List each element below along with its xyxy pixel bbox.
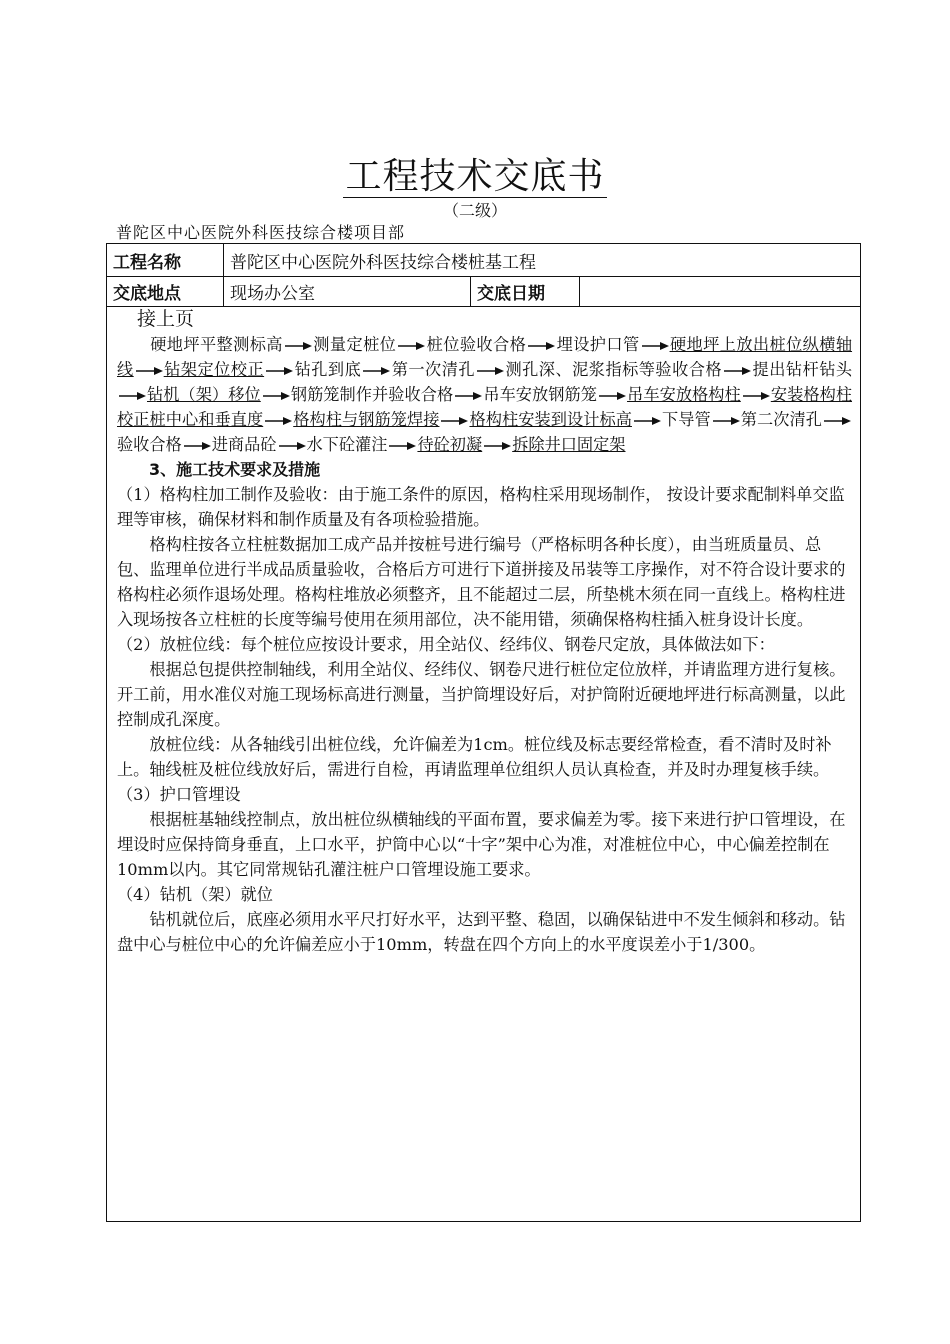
flow-step: 钢筋笼制作并验收合格 — [290, 385, 454, 404]
arrow-right-icon — [482, 441, 512, 451]
flow-step: 格构柱与钢筋笼焊接 — [293, 410, 440, 429]
flow-step: 验收合格 — [117, 435, 182, 454]
flow-step: 拆除井口固定架 — [512, 435, 626, 454]
flow-step: 钻孔到底 — [294, 360, 362, 379]
arrow-right-icon — [722, 366, 752, 376]
place-label: 交底地点 — [113, 283, 181, 304]
arrow-right-icon — [396, 341, 426, 351]
disclosure-content — [117, 306, 852, 957]
arrow-right-icon — [475, 366, 505, 376]
flow-step: 测孔深、泥浆指标等验收合格 — [505, 360, 723, 379]
continued-label: 接上页 — [137, 308, 195, 330]
paragraph: 格构柱按各立柱桩数据加工成产品并按桩号进行编号（严格标明各种长度），由当班质量员、总包、监理单位进行半成品质量验收，合格后方可进行下道拼接及吊装等工序操作，对不符合设计要求的格构柱必须作退场处理。格构柱堆放必须整齐，且不能超过二层，所垫桃木须在同一直线上。格构柱进入现场按各立柱桩的长度等编号使用在须用部位，决不能用错，须确保格构柱插入桩身设计长度。 — [117, 535, 846, 629]
arrow-right-icon — [387, 441, 417, 451]
arrow-right-icon — [597, 391, 627, 401]
arrow-right-icon — [526, 341, 556, 351]
flow-step: 提出钻杆钻头 — [752, 360, 853, 379]
flow-step: 吊车安放钢筋笼 — [483, 385, 598, 404]
project-row — [107, 244, 860, 277]
flow-step: 吊车安放格构柱 — [627, 385, 741, 404]
arrow-right-icon — [117, 391, 147, 401]
paragraph: 钻机就位后，底座必须用水平尺打好水平，达到平整、稳固，以确保钻进中不发生倾斜和移动。钻盘中心与桩位中心的允许偏差应小于10mm，转盘在四个方向上的水平度误差小于1/300。 — [117, 910, 846, 954]
flow-step: 第一次清孔 — [391, 360, 476, 379]
flow-step: 测量定桩位 — [312, 335, 397, 354]
arrow-right-icon — [439, 416, 469, 426]
place-value: 现场办公室 — [230, 283, 315, 304]
arrow-right-icon — [711, 416, 741, 426]
flow-step: 桩位验收合格 — [426, 335, 527, 354]
arrow-right-icon — [361, 366, 391, 376]
flow-step: 下导管 — [661, 410, 711, 429]
paragraph: 根据总包提供控制轴线，利用全站仪、经纬仪、钢卷尺进行桩位定位放样，并请监理方进行复核。开工前，用水准仪对施工现场标高进行测量，当护筒埋设好后，对护筒附近硬地坪进行标高测量，以此控制成孔深度。 — [117, 660, 846, 729]
arrow-right-icon — [283, 341, 313, 351]
flow-step: 格构柱安装到设计标高 — [469, 410, 632, 429]
arrow-right-icon — [453, 391, 483, 401]
arrow-right-icon — [741, 391, 771, 401]
place-date-row — [107, 276, 860, 307]
arrow-right-icon — [264, 366, 294, 376]
flow-step: 钻机（架）移位 — [147, 385, 261, 404]
flow-step: 水下砼灌注 — [306, 435, 388, 454]
arrow-right-icon — [640, 341, 670, 351]
document-title: 工程技术交底书 — [345, 156, 605, 197]
paragraph: （1）格构柱加工制作及验收：由于施工条件的原因，格构柱采用现场制作， 按设计要求配制料单交监理等审核，确保材料和制作质量及有各项检验措施。 — [117, 485, 845, 529]
document-level: （二级） — [442, 201, 507, 220]
paragraph: （2）放桩位线：每个桩位应按设计要求，用全站仪、经纬仪、钢卷尺定放，具体做法如下： — [117, 635, 775, 654]
project-department: 普陀区中心医院外科医技综合楼项目部 — [116, 223, 406, 242]
disclosure-table — [106, 243, 861, 1222]
paragraph: 放桩位线：从各轴线引出桩位线，允许偏差为1cm。桩位线及标志要经常检查，看不清时及时补上。轴线桩及桩位线放好后，需进行自检，再请监理单位组织人员认真检查，并及时办理复核手续。 — [117, 735, 832, 779]
project-name-value: 普陀区中心医院外科医技综合楼桩基工程 — [230, 252, 536, 273]
arrow-right-icon — [632, 416, 662, 426]
date-label: 交底日期 — [477, 283, 545, 304]
paragraph: （3）护口管埋设 — [117, 785, 241, 804]
arrow-right-icon — [822, 416, 852, 426]
flow-step: 硬地坪平整测标高 — [150, 335, 283, 354]
project-name-label: 工程名称 — [113, 252, 181, 273]
flow-step: 埋设护口管 — [556, 335, 640, 354]
flow-step: 硬地坪上放出桩位纵横轴线 — [117, 335, 853, 379]
arrow-right-icon — [277, 441, 307, 451]
arrow-right-icon — [182, 441, 212, 451]
paragraph: 根据桩基轴线控制点，放出桩位纵横轴线的平面布置，要求偏差为零。接下来进行护口管埋设，在埋设时应保持筒身垂直，上口水平，护筒中心以“十字”架中心为准，对准桩位中心，中心偏差控制在10mm以内。其它同常规钻孔灌注桩户口管埋设施工要求。 — [117, 810, 846, 879]
date-value — [580, 276, 860, 306]
arrow-right-icon — [263, 416, 293, 426]
flow-step: 待砼初凝 — [417, 435, 483, 454]
arrow-right-icon — [261, 391, 291, 401]
flow-step: 安装格构柱校正桩中心和垂直度 — [117, 385, 853, 429]
arrow-right-icon — [134, 366, 164, 376]
flow-step: 钻架定位校正 — [163, 360, 265, 379]
flow-step: 第二次清孔 — [740, 410, 823, 429]
section-title: 3、施工技术要求及措施 — [149, 460, 321, 479]
flow-step: 进商品砼 — [211, 435, 277, 454]
process-flow — [117, 332, 852, 457]
paragraph: （4）钻机（架）就位 — [117, 885, 273, 904]
